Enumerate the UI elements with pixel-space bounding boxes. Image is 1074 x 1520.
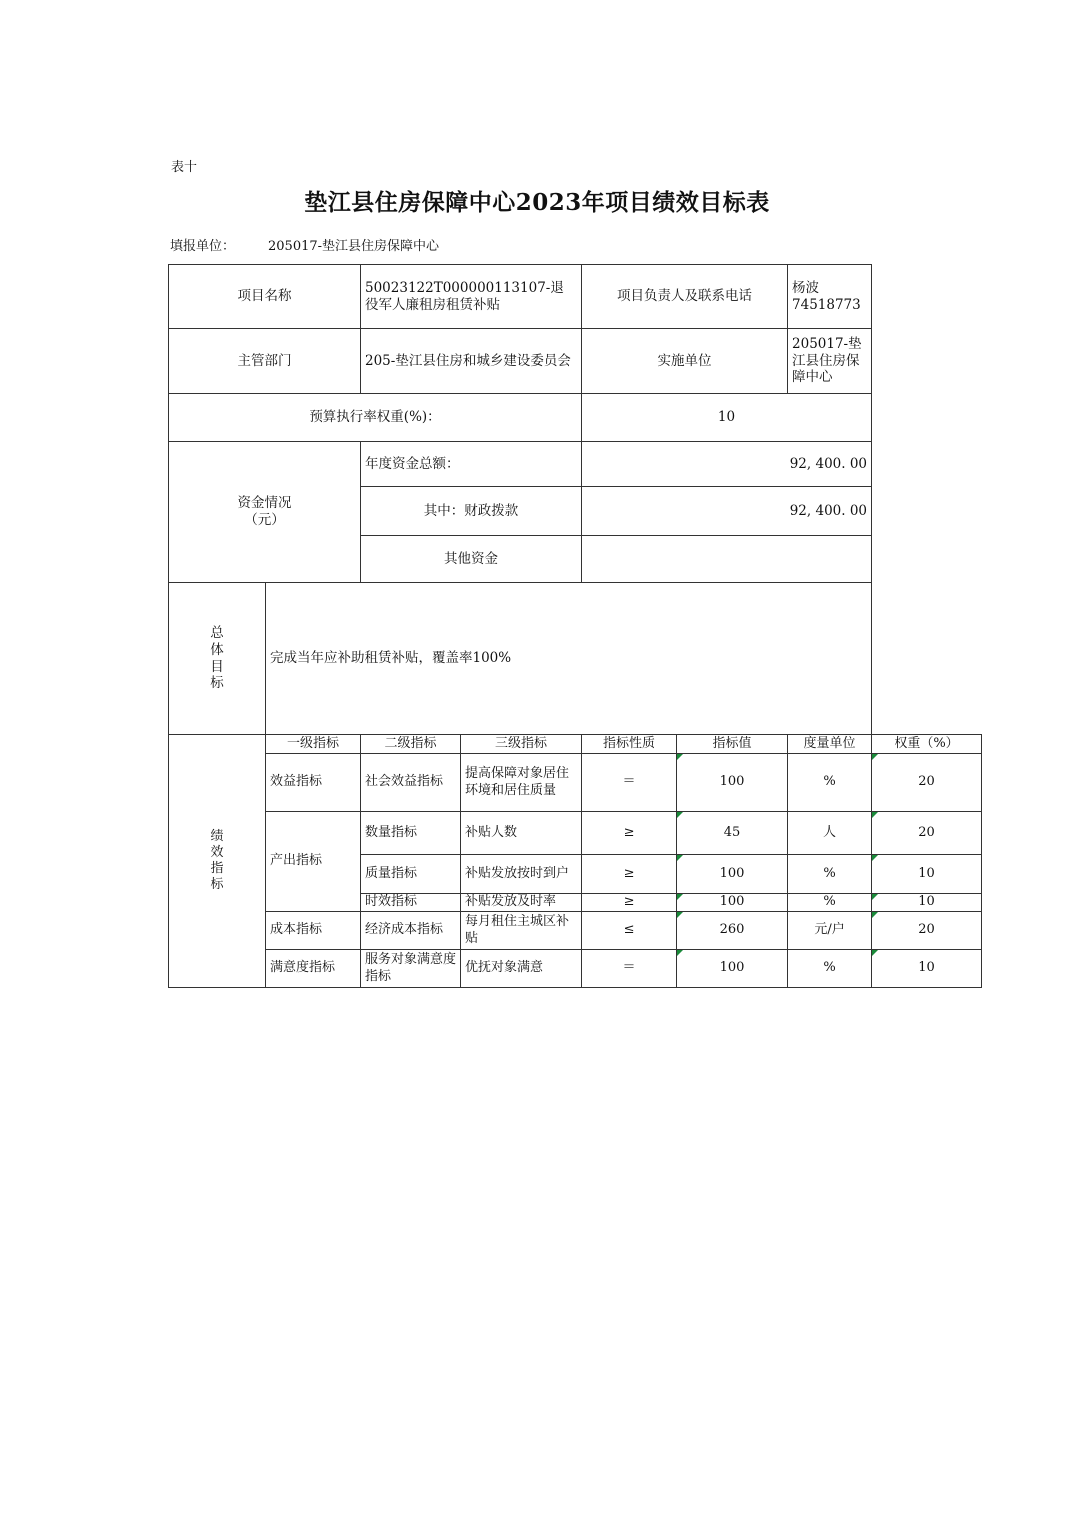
fiscal-label: 其中：财政拨款 — [361, 487, 582, 536]
indicator-weight: 10 — [872, 894, 982, 912]
indicator-value: 260 — [677, 912, 788, 950]
indicator-weight: 10 — [872, 950, 982, 988]
funds-label-text: 资金情况 （元） — [237, 495, 292, 528]
indicator-l1: 效益指标 — [266, 754, 361, 812]
indicator-l3: 提高保障对象居住环境和居住质量 — [461, 754, 582, 812]
indicator-unit: % — [788, 950, 872, 988]
indicator-weight: 20 — [872, 754, 982, 812]
indicator-weight: 20 — [872, 812, 982, 855]
indicator-l2: 质量指标 — [361, 855, 461, 894]
indicator-l3: 补贴发放按时到户 — [461, 855, 582, 894]
indicator-nature: ≥ — [582, 812, 677, 855]
indicator-unit: % — [788, 855, 872, 894]
table-row — [169, 394, 982, 442]
indicator-unit: 元/户 — [788, 912, 872, 950]
header-nature: 指标性质 — [582, 735, 677, 754]
header-value: 指标值 — [677, 735, 788, 754]
perf-label: 绩 效 指 标 — [169, 735, 266, 988]
indicator-nature: ＝ — [582, 950, 677, 988]
page-label: 表十 — [171, 160, 198, 175]
table-row — [169, 754, 982, 812]
indicator-l1: 满意度指标 — [266, 950, 361, 988]
indicator-unit: % — [788, 754, 872, 812]
dept-label: 主管部门 — [169, 329, 361, 394]
indicator-l2: 时效指标 — [361, 894, 461, 912]
indicator-l2: 经济成本指标 — [361, 912, 461, 950]
annual-total-value: 92, 400. 00 — [582, 442, 872, 487]
table-row — [169, 950, 982, 988]
project-name-value: 50023122T000000113107-退役军人廉租房租赁补贴 — [361, 265, 582, 329]
table-row — [169, 912, 982, 950]
indicator-l1: 产出指标 — [266, 812, 361, 912]
indicator-l3: 优抚对象满意 — [461, 950, 582, 988]
other-funds-value — [582, 536, 872, 583]
overall-goal-value: 完成当年应补助租赁补贴，覆盖率100% — [266, 583, 872, 735]
indicator-nature: ≤ — [582, 912, 677, 950]
table-row — [169, 583, 982, 735]
header-level3: 三级指标 — [461, 735, 582, 754]
indicator-nature: ≥ — [582, 894, 677, 912]
header-weight: 权重（%） — [872, 735, 982, 754]
indicator-value: 100 — [677, 754, 788, 812]
table-row — [169, 812, 982, 855]
indicator-l1: 成本指标 — [266, 912, 361, 950]
indicator-unit: 人 — [788, 812, 872, 855]
fill-unit-value: 205017-垫江县住房保障中心 — [268, 239, 440, 254]
dept-value: 205-垫江县住房和城乡建设委员会 — [361, 329, 582, 394]
contact-label: 项目负责人及联系电话 — [582, 265, 788, 329]
indicator-l2: 社会效益指标 — [361, 754, 461, 812]
indicator-unit: % — [788, 894, 872, 912]
overall-goal-label: 总 体 目 标 — [169, 583, 266, 735]
indicator-nature: ≥ — [582, 855, 677, 894]
other-funds-label: 其他资金 — [361, 536, 582, 583]
page-title: 垫江县住房保障中心2023年项目绩效目标表 — [304, 189, 770, 216]
annual-total-label: 年度资金总额： — [361, 442, 582, 487]
indicator-l3: 补贴人数 — [461, 812, 582, 855]
fiscal-value: 92, 400. 00 — [582, 487, 872, 536]
header-unit: 度量单位 — [788, 735, 872, 754]
indicator-l2: 数量指标 — [361, 812, 461, 855]
indicator-value: 45 — [677, 812, 788, 855]
budget-rate-label: 预算执行率权重(%)： — [169, 394, 582, 442]
impl-value: 205017-垫江县住房保障中心 — [788, 329, 872, 394]
indicator-nature: ＝ — [582, 754, 677, 812]
indicator-weight: 20 — [872, 912, 982, 950]
contact-value: 杨波74518773 — [788, 265, 872, 329]
project-name-label: 项目名称 — [169, 265, 361, 329]
header-level2: 二级指标 — [361, 735, 461, 754]
table-row — [169, 442, 982, 487]
indicator-header-row — [169, 735, 982, 754]
indicator-value: 100 — [677, 894, 788, 912]
table-row — [169, 329, 982, 394]
table-row — [169, 265, 982, 329]
indicator-value: 100 — [677, 950, 788, 988]
performance-target-table — [168, 264, 982, 988]
fill-unit-label: 填报单位： — [170, 239, 236, 254]
funds-label — [169, 442, 361, 583]
impl-label: 实施单位 — [582, 329, 788, 394]
header-level1: 一级指标 — [266, 735, 361, 754]
budget-rate-value: 10 — [582, 394, 872, 442]
fill-unit-line — [170, 235, 439, 254]
indicator-value: 100 — [677, 855, 788, 894]
indicator-l2: 服务对象满意度指标 — [361, 950, 461, 988]
indicator-weight: 10 — [872, 855, 982, 894]
indicator-l3: 每月租住主城区补贴 — [461, 912, 582, 950]
indicator-l3: 补贴发放及时率 — [461, 894, 582, 912]
